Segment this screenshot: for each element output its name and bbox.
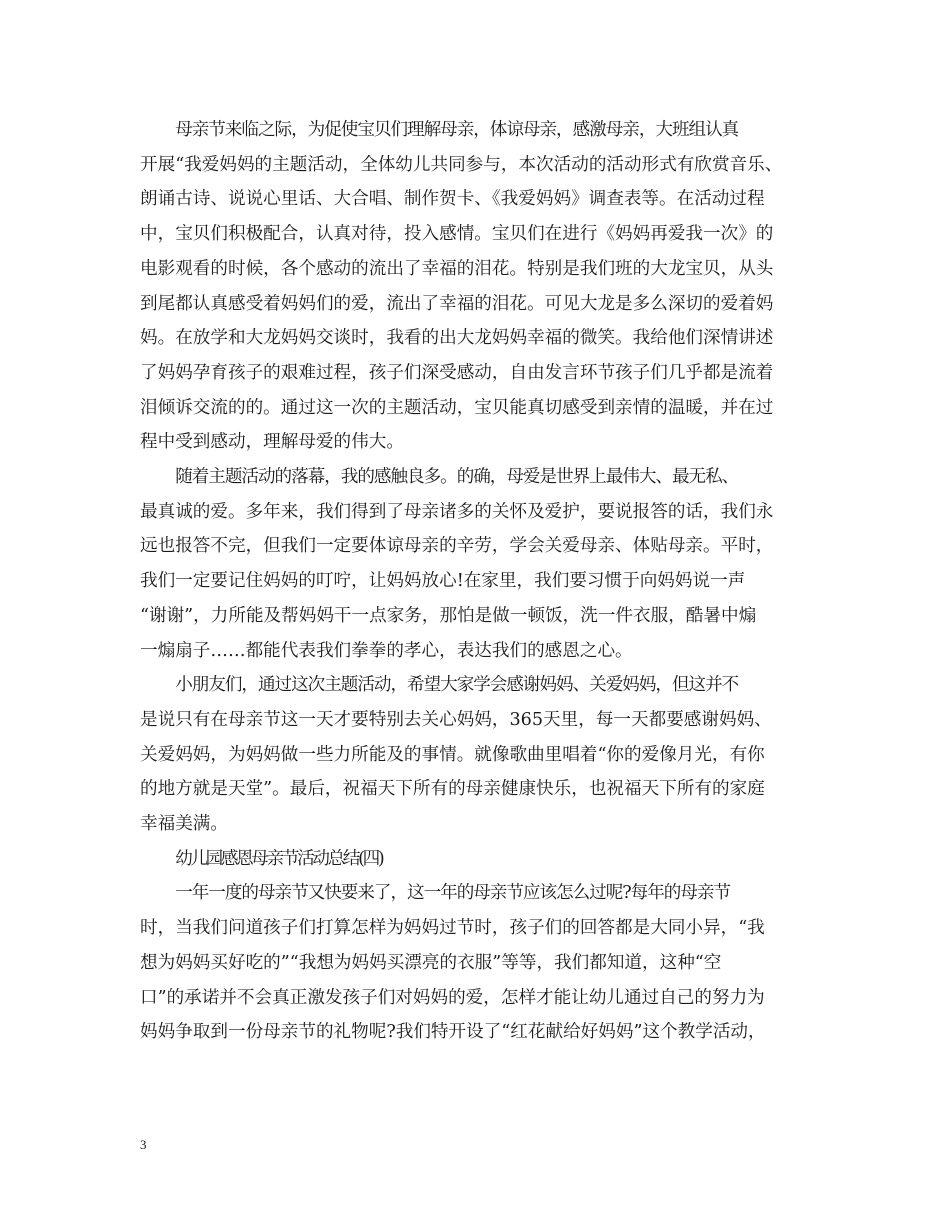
text-line: 的地方就是天堂”。最后，祝福天下所有的母亲健康快乐，也祝福天下所有的家庭 bbox=[140, 779, 765, 800]
text-line: 朗诵古诗、说说心里话、大合唱、制作贺卡、《我爱妈妈》调查表等。在活动过程 bbox=[140, 189, 765, 210]
text-line: 程中受到感动，理解母爱的伟大。 bbox=[140, 432, 404, 453]
text-line: 妈妈争取到一份母亲节的礼物呢?我们特开设了“红花献给好妈妈”这个教学活动， bbox=[140, 1022, 766, 1043]
text-line: 远也报答不完，但我们一定要体谅母亲的辛劳，学会关爱母亲、体贴母亲。平时， bbox=[140, 536, 774, 557]
text-line: 是说只有在母亲节这一天才要特别去关心妈妈，365天里，每一天都要感谢妈妈、 bbox=[140, 709, 772, 730]
page-number: 3 bbox=[140, 1137, 147, 1152]
text-line: 小朋友们，通过这次主题活动，希望大家学会感谢妈妈、关爱妈妈，但这并不 bbox=[175, 675, 739, 696]
text-line: 时，当我们问道孩子们打算怎样为妈妈过节时，孩子们的回答都是大同小异，“我 bbox=[140, 918, 765, 939]
text-line: 我们一定要记住妈妈的叮咛，让妈妈放心!在家里，我们要习惯于向妈妈说一声 bbox=[140, 571, 746, 592]
text-line: 中，宝贝们积极配合，认真对待，投入感情。宝贝们在进行《妈妈再爱我一次》的 bbox=[140, 224, 774, 245]
paragraph bbox=[140, 876, 812, 1050]
text-line: 母亲节来临之际，为促使宝贝们理解母亲，体谅母亲，感激母亲，大班组认真 bbox=[175, 120, 739, 140]
text-line: 一年一度的母亲节又快要来了，这一年的母亲节应该怎么过呢?每年的母亲节 bbox=[175, 883, 731, 904]
text-line: 口”的承诺并不会真正激发孩子们对妈妈的爱，怎样才能让幼儿通过自己的努力为 bbox=[140, 987, 765, 1008]
text-line: 到尾都认真感受着妈妈们的爱，流出了幸福的泪花。可见大龙是多么深切的爱着妈 bbox=[140, 293, 774, 314]
text-line: 电影观看的时候，各个感动的流出了幸福的泪花。特别是我们班的大龙宝贝，从头 bbox=[140, 258, 774, 279]
paragraph bbox=[140, 842, 812, 877]
paragraph bbox=[140, 113, 812, 460]
text-line: 开展“我爱妈妈的主题活动，全体幼儿共同参与，本次活动的活动形式有欣赏音乐、 bbox=[140, 154, 783, 175]
document-body bbox=[140, 113, 812, 1050]
text-line: “谢谢”，力所能及帮妈妈干一点家务，那怕是做一顿饭，洗一件衣服，酷暑中煽 bbox=[140, 605, 757, 626]
text-line: 幼儿园感恩母亲节活动总结(四) bbox=[175, 848, 383, 869]
text-line: 随着主题活动的落幕，我的感触良多。的确，母爱是世界上最伟大、最无私、 bbox=[175, 467, 739, 488]
text-line: 一煽扇子……都能代表我们拳拳的孝心，表达我们的感恩之心。 bbox=[140, 640, 633, 661]
text-line: 泪倾诉交流的的。通过这一次的主题活动，宝贝能真切感受到亲情的温暖，并在过 bbox=[140, 397, 774, 418]
paragraph bbox=[140, 460, 812, 668]
paragraph bbox=[140, 668, 812, 842]
text-line: 想为妈妈买好吃的”“我想为妈妈买漂亮的衣服”等等，我们都知道，这种“空 bbox=[140, 952, 722, 973]
text-line: 最真诚的爱。多年来，我们得到了母亲诸多的关怀及爱护，要说报答的话，我们永 bbox=[140, 501, 774, 522]
text-line: 关爱妈妈，为妈妈做一些力所能及的事情。就像歌曲里唱着“你的爱像月光，有你 bbox=[140, 744, 765, 765]
text-line: 幸福美满。 bbox=[140, 814, 228, 835]
text-line: 妈。在放学和大龙妈妈交谈时，我看的出大龙妈妈幸福的微笑。我给他们深情讲述 bbox=[140, 328, 774, 349]
text-line: 了妈妈孕育孩子的艰难过程，孩子们深受感动，自由发言环节孩子们几乎都是流着 bbox=[140, 362, 774, 383]
